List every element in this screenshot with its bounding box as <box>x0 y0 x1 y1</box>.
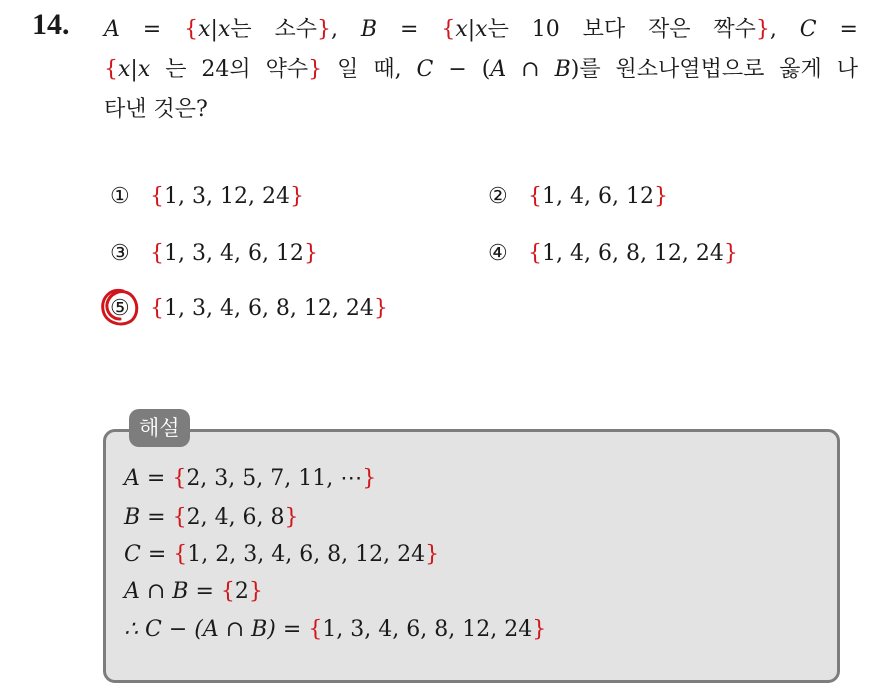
set-builder-bar: | <box>130 57 138 82</box>
variable-x: x <box>137 57 151 82</box>
solution-lhs: A <box>124 466 140 491</box>
brace-close: } <box>653 184 668 209</box>
solution-items: 2, 3, 5, 7, 11, ⋯ <box>186 466 363 491</box>
solution-line-3 <box>124 540 439 570</box>
option-items: 1, 4, 6, 8, 12, 24 <box>542 241 724 266</box>
question-line-1 <box>104 10 858 50</box>
brace-open: { <box>220 579 235 604</box>
option-5[interactable] <box>110 294 388 324</box>
variable-x: x <box>118 57 131 82</box>
solution-line-5 <box>124 615 546 645</box>
variable-x: x <box>475 17 488 42</box>
solution-items: 1, 3, 4, 6, 8, 12, 24 <box>322 617 533 642</box>
solution-items: 1, 2, 3, 4, 6, 8, 12, 24 <box>187 542 426 567</box>
brace-open: { <box>308 617 323 642</box>
set-builder-bar: | <box>467 17 476 42</box>
expr-b: B <box>554 57 571 82</box>
brace-open: { <box>441 17 456 42</box>
option-number: ① <box>110 184 130 209</box>
brace-open: { <box>184 17 199 42</box>
comma: , <box>769 17 777 42</box>
question-line-3: 타낸 것은? <box>104 97 208 122</box>
brace-open: { <box>150 296 164 321</box>
expr-close-paren: ) <box>570 57 580 82</box>
solution-tag: 해설 <box>129 409 190 447</box>
option-items: 1, 3, 4, 6, 8, 12, 24 <box>164 296 374 321</box>
set-a-symbol: A <box>104 17 120 42</box>
set-b-condition: 는 10 보다 작은 짝수 <box>487 17 756 42</box>
answer-circle-mark-icon <box>98 286 142 330</box>
solution-lhs: ∴ C − (A ∩ B) <box>124 617 276 642</box>
solution-items: 2 <box>234 579 249 604</box>
option-2[interactable] <box>488 182 668 212</box>
brace-close: } <box>289 184 304 209</box>
brace-open: { <box>150 184 164 209</box>
option-4[interactable] <box>488 239 738 269</box>
brace-close: } <box>723 241 738 266</box>
option-items: 1, 3, 4, 6, 12 <box>164 241 304 266</box>
brace-open: { <box>173 542 188 567</box>
option-1[interactable] <box>110 182 304 212</box>
expr-minus: − ( <box>433 57 491 82</box>
brace-close: } <box>425 542 440 567</box>
question-text-mid: 일 때, <box>322 57 417 82</box>
solution-lhs: C <box>124 542 141 567</box>
solution-items: 2, 4, 6, 8 <box>186 505 285 530</box>
set-builder-bar: | <box>210 17 218 42</box>
equals-sign: = <box>399 17 419 42</box>
set-c-symbol: C <box>799 17 817 42</box>
brace-close: } <box>317 17 332 42</box>
option-items: 1, 4, 6, 12 <box>542 184 654 209</box>
option-items: 1, 3, 12, 24 <box>164 184 290 209</box>
option-number: ③ <box>110 241 130 266</box>
option-number: ② <box>488 184 508 209</box>
brace-open: { <box>528 184 542 209</box>
variable-x: x <box>198 17 211 42</box>
set-a-condition: 는 소수 <box>230 17 318 42</box>
comma: , <box>331 17 339 42</box>
equals-sign: = <box>275 617 309 642</box>
equals-sign: = <box>140 542 174 567</box>
expr-c: C <box>416 57 434 82</box>
brace-open: { <box>172 466 187 491</box>
equals-sign: = <box>142 17 162 42</box>
question-text <box>104 10 858 130</box>
brace-close: } <box>755 17 770 42</box>
equals-sign: = <box>188 579 221 604</box>
question-number: 14. <box>32 8 70 41</box>
brace-close: } <box>532 617 547 642</box>
brace-close: } <box>248 579 263 604</box>
solution-line-1 <box>124 464 376 494</box>
brace-close: } <box>373 296 388 321</box>
brace-open: { <box>172 505 187 530</box>
equals-sign: = <box>139 466 173 491</box>
variable-x: x <box>455 17 468 42</box>
brace-open: { <box>528 241 542 266</box>
brace-open: { <box>150 241 164 266</box>
expr-a: A <box>490 57 507 82</box>
brace-close: } <box>308 57 323 82</box>
brace-close: } <box>284 505 299 530</box>
option-3[interactable] <box>110 239 318 269</box>
option-number: ④ <box>488 241 508 266</box>
equals-sign: = <box>839 17 858 42</box>
variable-x: x <box>217 17 231 42</box>
question-text-end: 를 원소나열법으로 옳게 나 <box>579 57 858 82</box>
question-line-2 <box>104 50 858 90</box>
solution-line-2 <box>124 503 299 533</box>
option-number: ⑤ <box>110 296 130 321</box>
set-b-symbol: B <box>360 17 378 42</box>
expr-intersection: ∩ <box>506 57 555 82</box>
set-c-condition: 는 24의 약수 <box>150 57 309 82</box>
solution-lhs: A ∩ B <box>124 579 189 604</box>
solution-line-4 <box>124 577 263 607</box>
solution-lhs: B <box>124 505 141 530</box>
brace-close: } <box>303 241 318 266</box>
equals-sign: = <box>140 505 173 530</box>
brace-close: } <box>362 466 377 491</box>
brace-open: { <box>104 57 118 82</box>
